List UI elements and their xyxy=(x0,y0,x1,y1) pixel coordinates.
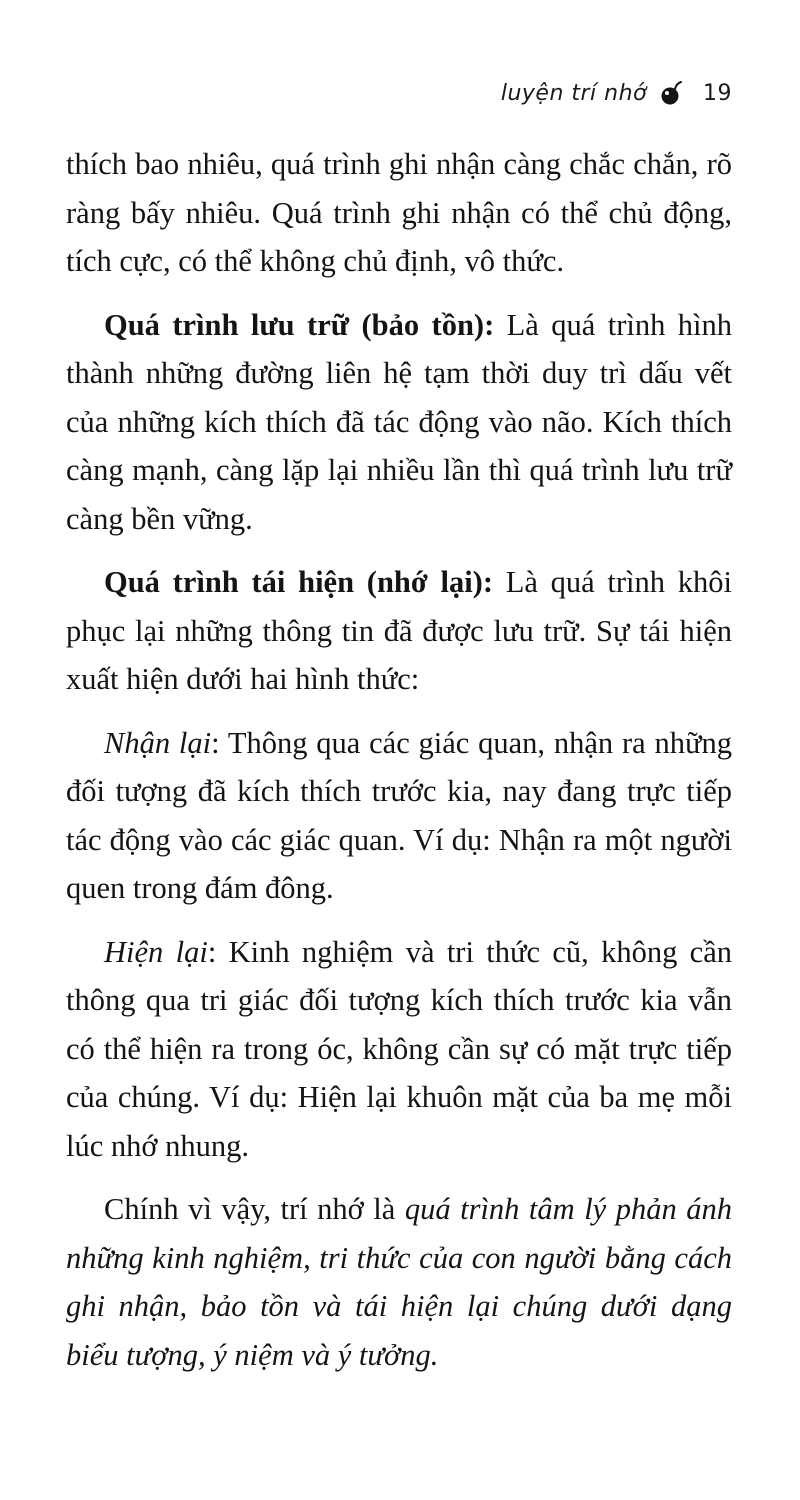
bomb-icon xyxy=(659,80,685,106)
running-header-title: luyện trí nhớ xyxy=(500,80,647,106)
paragraph-recall xyxy=(66,558,732,704)
term-reproduction: Hiện lại xyxy=(104,934,208,969)
page-number: 19 xyxy=(703,80,732,106)
recognition-description: : Thông qua các giác quan, nhận ra những đối tượng đã kích thích trước kia, nay đang trực tiếp tác động vào các giác quan. Ví dụ: Nhận ra một người quen trong đám đông. xyxy=(66,725,732,905)
definition-lead: Chính vì vậy, trí nhớ là xyxy=(104,1192,405,1226)
paragraph-recognition xyxy=(66,719,732,913)
running-header xyxy=(501,80,732,106)
paragraph-reproduction xyxy=(66,928,732,1171)
reproduction-description: : Kinh nghiệm và tri thức cũ, không cần thông qua tri giác đối tượng kích thích trước kia vẫn có thể hiện ra trong óc, không cần sự có mặt trực tiếp của chúng. Ví dụ: Hiện lại khuôn mặt của ba mẹ mỗi lúc nhớ nhung. xyxy=(66,934,732,1163)
paragraph-definition xyxy=(66,1185,732,1379)
term-storage: Quá trình lưu trữ (bảo tồn): xyxy=(104,307,495,342)
storage-description: Là quá trình hình thành những đường liên hệ tạm thời duy trì dấu vết của những kích thích đã tác động vào não. Kích thích càng mạnh, càng lặp lại nhiều lần thì quá trình lưu trữ càng bền vững. xyxy=(66,307,732,536)
recall-description: Là quá trình khôi phục lại những thông tin đã được lưu trữ. Sự tái hiện xuất hiện dưới hai hình thức: xyxy=(66,565,732,696)
term-recall: Quá trình tái hiện (nhớ lại): xyxy=(104,565,494,599)
body-text xyxy=(66,140,732,1394)
definition-italic: quá trình tâm lý phản ánh những kinh nghiệm, tri thức của con người bằng cách ghi nhận, bảo tồn và tái hiện lại chúng dưới dạng biểu tượng, ý niệm và ý tưởng. xyxy=(66,1192,732,1372)
paragraph-storage xyxy=(66,301,732,544)
paragraph-1: thích bao nhiêu, quá trình ghi nhận càng chắc chắn, rõ ràng bấy nhiêu. Quá trình ghi nhận có thể chủ động, tích cực, có thể không chủ định, vô thức. xyxy=(66,147,732,278)
term-recognition: Nhận lại xyxy=(104,725,212,760)
